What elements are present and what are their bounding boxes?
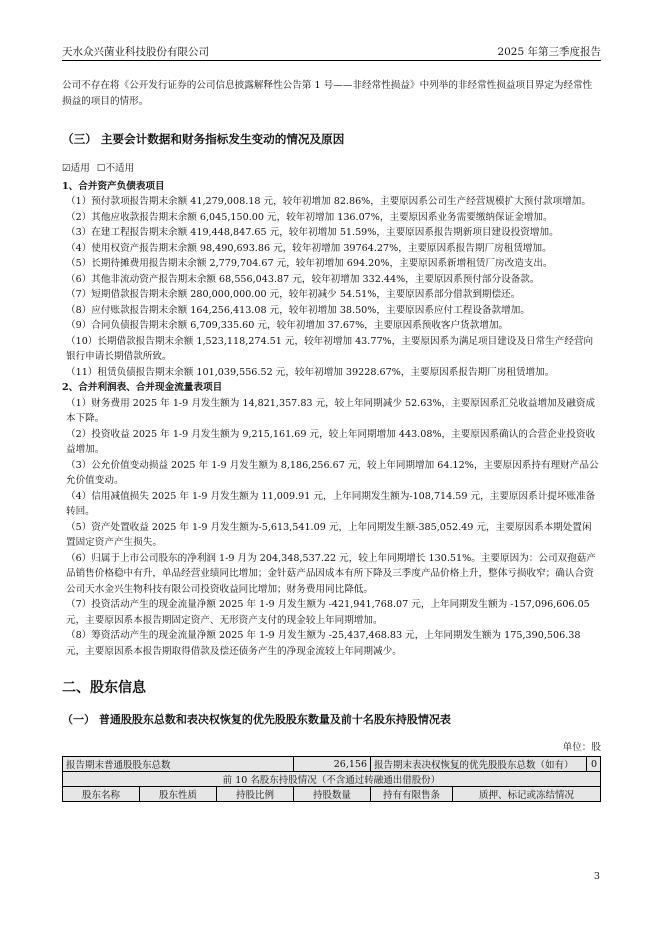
- applicability-checkboxes: [62, 161, 601, 177]
- table-header-cell: 质押、标记或冻结情况: [453, 787, 601, 802]
- list-item: （5）资产处置收益 2025 年 1-9 月发生额为-5,613,541.09 元，上年同期发生额-385,052.49 元，主要原因系本期处置闲置固定资产产生损失。: [66, 521, 592, 548]
- subsection-income-statement-title: 2、合并利润表、合并现金流量表项目: [62, 382, 223, 393]
- table-header-cell: 持股比例: [217, 787, 294, 802]
- table-header-cell: 持股数量: [294, 787, 371, 802]
- header-company: 天水众兴菌业科技股份有限公司: [62, 46, 209, 58]
- list-item: （5）长期待摊费用报告期末余额 2,779,704.67 元，较年初增加 694.20%，主要原因系新增租赁厂房改造支出。: [66, 258, 553, 269]
- shareholder-subsection-title: （一） 普通股股东总数和表决权恢复的优先股股东数量及前十名股东持股情况表: [62, 713, 451, 726]
- table-header-row: [63, 787, 601, 802]
- table-cell: 前 10 名股东持股情况（不含通过转融通出借股份）: [63, 772, 601, 787]
- table-row: [63, 772, 601, 787]
- table-header-cell: 持有有限售条: [371, 787, 453, 802]
- shareholder-table: [62, 756, 601, 802]
- table-row: [63, 757, 601, 772]
- table-cell: 26,156: [294, 757, 371, 772]
- list-item: （4）信用减值损失 2025 年 1-9 月发生额为 11,009.91 元，上年同期发生额为-108,714.59 元，主要原因系计提坏账准备转回。: [66, 490, 596, 517]
- section-title: （三） 主要会计数据和财务指标发生变动的情况及原因: [62, 132, 345, 146]
- table-cell: 报告期末普通股股东总数: [63, 757, 294, 772]
- list-item: （8）筹资活动产生的现金流量净额 2025 年 1-9 月发生额为 -25,437,468.83 元，上年同期发生额为 175,390,506.38 元，主要原因系本报告期取得借款及偿还债务产生的净现金流较上年同期减少。: [66, 630, 581, 657]
- page-number: 3: [593, 871, 600, 882]
- list-item: （7）投资活动产生的现金流量净额 2025 年 1-9 月发生额为 -421,941,768.07 元，上年同期发生额为 -157,096,606.05 元，主要原因系本报告期固定资产、无形资产支付的现金较上年同期增加。: [66, 599, 590, 626]
- balance-sheet-items: [62, 194, 601, 380]
- income-statement-items: [62, 396, 601, 660]
- list-item: （2）其他应收款报告期末余额 6,045,150.00 元，较年初增加 136.07%，主要原因系业务需要缴纳保证金增加。: [66, 211, 553, 223]
- list-item: （8）应付账款报告期末余额 164,256,413.08 元，较年初增加 38.50%，主要原因系应付工程设备款增加。: [66, 304, 530, 316]
- list-item: （1）财务费用 2025 年 1-9 月发生额为 14,821,357.83 元，较上年同期减少 52.63%，主要原因系汇兑收益增加及融资成本下降。: [66, 397, 596, 424]
- table-cell: 报告期末表决权恢复的优先股股东总数（如有）: [371, 757, 587, 772]
- unit-label: 单位：股: [562, 742, 601, 753]
- list-item: （3）在建工程报告期末余额 419,448,847.65 元，较年初增加 51.59%，主要原因系报告期新项目建设投资增加。: [66, 227, 559, 238]
- list-item: （11）租赁负债报告期末余额 101,039,556.52 元，较年初增加 39228.67%，主要原因系报告期厂房租赁增加。: [66, 366, 555, 378]
- list-item: （1）预付款项报告期末余额 41,279,008.18 元，较年初增加 82.86%，主要原因系公司生产经营规模扩大预付款项增加。: [66, 196, 591, 207]
- list-item: （6）其他非流动资产报告期末余额 68,556,043.87 元，较年初增加 332.44%，主要原因系预付部分设备款。: [66, 273, 540, 285]
- list-item: （3）公允价值变动损益 2025 年 1-9 月发生额为 8,186,256.67 元，较上年同期增加 64.12%，主要原因系持有理财产品公允价值变动。: [66, 459, 599, 486]
- list-item: （6）归属于上市公司股东的净利润 1-9 月为 204,348,537.22 元，较上年同期增长 130.51%。主要原因为：公司双孢菇产品销售价格稳中有升，单品经营业绩同比增加；金针菇产品因成本有所下降及三季度产品价格上升，整体亏损收窄；确认合资公司天水金兴生物科技有限公司投资收益同比增加；财务费用同比降低。: [66, 552, 596, 595]
- intro-paragraph: 公司不存在将《公开发行证券的公司信息披露解释性公告第 1 号——非经常性损益》中列举的非经常性损益项目界定为经常性损益的项目的情形。: [62, 80, 593, 107]
- table-header-cell: 股东名称: [63, 787, 140, 802]
- subsection-balance-sheet-title: 1、合并资产负债表项目: [62, 180, 165, 192]
- list-item: （10）长期借款报告期末余额 1,523,118,274.51 元，较年初增加 43.77%，主要原因系为满足项目建设及日常生产经营向银行申请长期借款所致。: [66, 335, 594, 362]
- list-item: （2）投资收益 2025 年 1-9 月发生额为 9,215,161.69 元，较上年同期增加 443.08%，主要原因系确认的合营企业投资收益增加。: [66, 428, 596, 455]
- page-header: [62, 44, 601, 61]
- header-report-title: 2025 年第三季度报告: [497, 46, 601, 58]
- table-cell: 0: [586, 757, 600, 772]
- checkbox-applicable: ☑适用: [62, 163, 90, 174]
- list-item: （4）使用权资产报告期末余额 98,490,693.86 元，较年初增加 39764.27%，主要原因系报告期厂房租赁增加。: [66, 242, 552, 254]
- table-header-cell: 股东性质: [140, 787, 217, 802]
- list-item: （9）合同负债报告期末余额 6,709,335.60 元，较年初增加 37.67%，主要原因系预收客户货款增加。: [66, 320, 509, 331]
- document-body: [62, 78, 601, 802]
- checkbox-not-applicable: ☐不适用: [96, 163, 135, 174]
- list-item: （7）短期借款报告期末余额 280,000,000.00 元，较年初减少 54.51%，主要原因系部分借款到期偿还。: [66, 289, 521, 300]
- shareholder-section-title: 二、股东信息: [62, 680, 146, 696]
